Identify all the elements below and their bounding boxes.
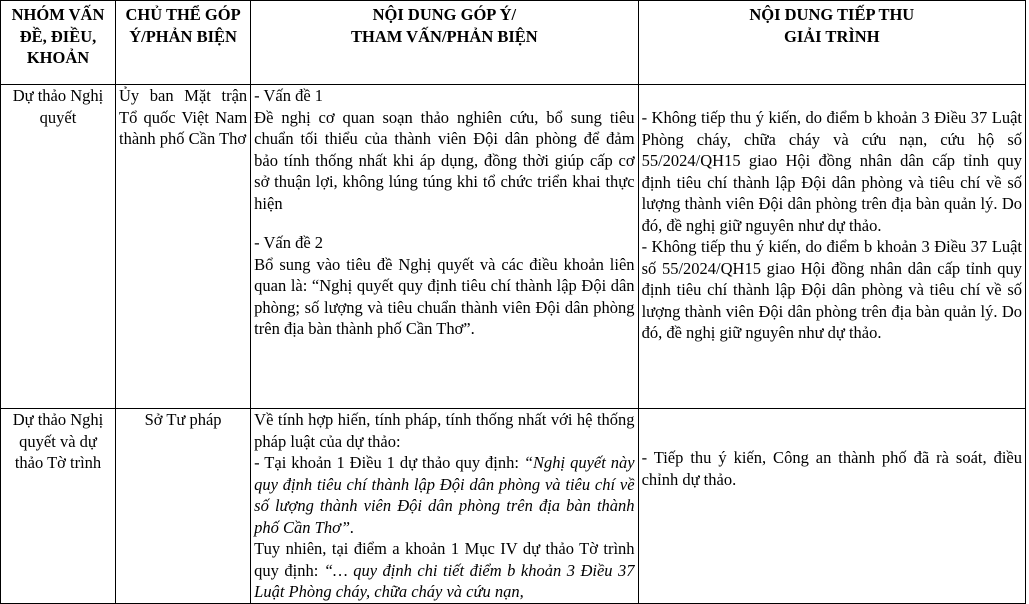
header-group: NHÓM VẤN ĐỀ, ĐIỀU, KHOẢN — [1, 1, 116, 85]
response-text: - Không tiếp thu ý kiến, do điểm b khoản 3 Điều 37 Luật Phòng cháy, chữa cháy và cứu nạn, cứu hộ số 55/2024/QH15 giao Hội đồng nhân dân cấp tỉnh quy định tiêu chí thành lập Đội dân phòng và tiêu chí về số lượng thành viên Đội dân phòng trên địa bàn quản lý. Do đó, đề nghị giữ nguyên như dự thảo. — [641, 108, 1022, 235]
table-row — [1, 85, 1026, 409]
cell-subject: Sở Tư pháp — [116, 409, 251, 604]
header-content: NỘI DUNG GÓP Ý/ THAM VẤN/PHẢN BIỆN — [251, 1, 638, 85]
content-point: - Tại khoản 1 Điều 1 dự thảo quy định: “Nghị quyết này quy định tiêu chí thành lập Đội dân phòng và tiêu chí về số lượng thành viên Đội dân phòng trên địa bàn thành phố Cần Thơ”. — [254, 453, 635, 537]
issue-title: - Vấn đề 1 — [254, 86, 324, 105]
table-header-row — [1, 1, 1026, 85]
header-response: NỘI DUNG TIẾP THU GIẢI TRÌNH — [638, 1, 1025, 85]
cell-content — [251, 409, 638, 604]
issue-text: Đề nghị cơ quan soạn thảo nghiên cứu, bổ sung tiêu chuẩn tối thiểu của thành viên Đội dân phòng để đảm bảo tính thống nhất khi áp dụng, đồng thời giúp cấp cơ sở thuận lợi, không lúng túng khi tổ chức triển khai thực hiện — [254, 107, 635, 213]
cell-response — [638, 85, 1025, 409]
response-text: - Không tiếp thu ý kiến, do điểm b khoản 3 Điều 37 Luật số 55/2024/QH15 giao Hội đồng nhân dân cấp tỉnh quy định tiêu chí thành lập Đội dân phòng và tiêu chí về số lượng thành viên Đội dân phòng trên địa bàn quản lý. Do đó, đề nghị giữ nguyên như dự thảo. — [641, 237, 1022, 342]
table-row — [1, 409, 1026, 604]
cell-content — [251, 85, 638, 409]
cell-group: Dự thảo Nghị quyết và dự thảo Tờ trình — [1, 409, 116, 604]
cell-subject: Ủy ban Mặt trận Tổ quốc Việt Nam thành phố Cần Thơ — [116, 85, 251, 409]
response-text: - Tiếp thu ý kiến, Công an thành phố đã rà soát, điều chỉnh dự thảo. — [641, 448, 1022, 489]
cell-group: Dự thảo Nghị quyết — [1, 85, 116, 409]
content-intro: Về tính hợp hiến, tính pháp, tính thống nhất với hệ thống pháp luật của dự thảo: — [254, 410, 635, 451]
issue-title: - Vấn đề 2 — [254, 233, 324, 252]
cell-response — [638, 409, 1025, 604]
header-subject: CHỦ THỂ GÓP Ý/PHẢN BIỆN — [116, 1, 251, 85]
content-point: Tuy nhiên, tại điểm a khoản 1 Mục IV dự thảo Tờ trình quy định: “… quy định chi tiết điểm b khoản 3 Điều 37 Luật Phòng cháy, chữa cháy và cứu nạn, — [254, 539, 635, 601]
issue-text: Bổ sung vào tiêu đề Nghị quyết và các điều khoản liên quan là: “Nghị quyết quy định tiêu chí thành lập Đội dân phòng; số lượng và tiêu chuẩn thành viên Đội dân phòng trên địa bàn thành phố Cần Thơ”. — [254, 254, 635, 338]
